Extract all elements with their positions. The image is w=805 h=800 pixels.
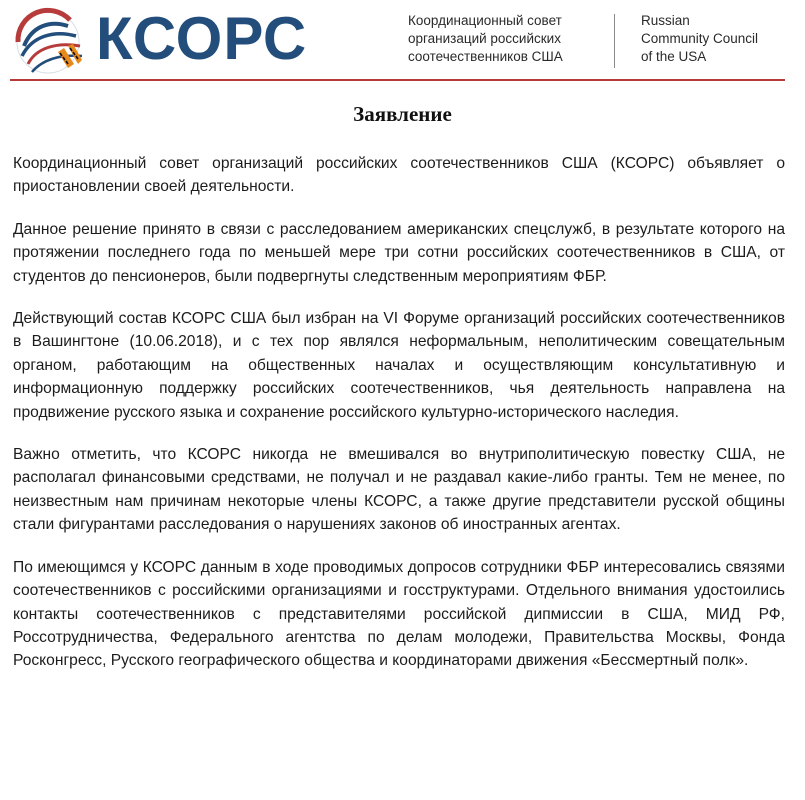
header-divider — [614, 14, 615, 68]
org-name-en-line: Community Council — [641, 31, 759, 46]
org-name-en-line: Russian — [641, 13, 690, 28]
org-name-english — [641, 12, 758, 66]
letterhead — [0, 0, 805, 80]
org-name-ru-line: соотечественников США — [408, 49, 563, 64]
paragraph: Координационный совет организаций российских соотечественников США (КСОРС) объявляет о приостановлении своей деятельности. — [13, 155, 785, 196]
org-name-en-line: of the USA — [641, 49, 707, 64]
paragraph: Данное решение принято в связи с расследованием американских спецслужб, в результате которого на протяжении последнего года по меньшей мере три сотни российских соотечественников в США, от студентов до пенсионеров, были подвергнуты следственным мероприятиям ФБР. — [13, 220, 785, 285]
logo-wordmark: КСОРС — [96, 5, 308, 72]
statement-body — [13, 152, 785, 692]
paragraph: Важно отметить, что КСОРС никогда не вмешивался во внутриполитическую повестку США, не располагал финансовыми средствами, не получал и не раздавал какие-либо гранты. Тем не менее, по неизвестным нам причинам некоторые члены КСОРС, а также другие представители русской общины стали фигурантами расследования о нарушениях законов об иностранных агентах. — [13, 446, 785, 534]
paragraph: По имеющимся у КСОРС данным в ходе проводимых допросов сотрудники ФБР интересовались связями соотечественников с российскими организациями и госструктурами. Отдельного внимания удостоились контакты соотечественников с представителями российской дипмиссии в США, МИД РФ, Россотрудничества, Федерального агентства по делам молодежи, Правительства Москвы, Фонда Росконгресс, Русского географического общества и координаторами движения «Бессмертный полк». — [13, 558, 785, 670]
org-name-ru-line: Координационный совет — [408, 13, 562, 28]
org-name-ru-line: организаций российских — [408, 31, 561, 46]
document-title: Заявление — [353, 102, 452, 126]
paragraph: Действующий состав КСОРС США был избран на VI Форуме организаций российских соотечественников в Вашингтоне (10.06.2018), и с тех пор являлся неформальным, неполитическим совещательным органом, работающим на общественных началах и осуществляющим консультативную и информационную поддержку российских соотечественников, чья деятельность направлена на продвижение русского языка и сохранение российского культурно-исторического наследия. — [13, 310, 785, 421]
ksors-logo-icon — [10, 6, 86, 76]
header-rule — [10, 79, 785, 81]
org-name-russian — [408, 12, 563, 66]
